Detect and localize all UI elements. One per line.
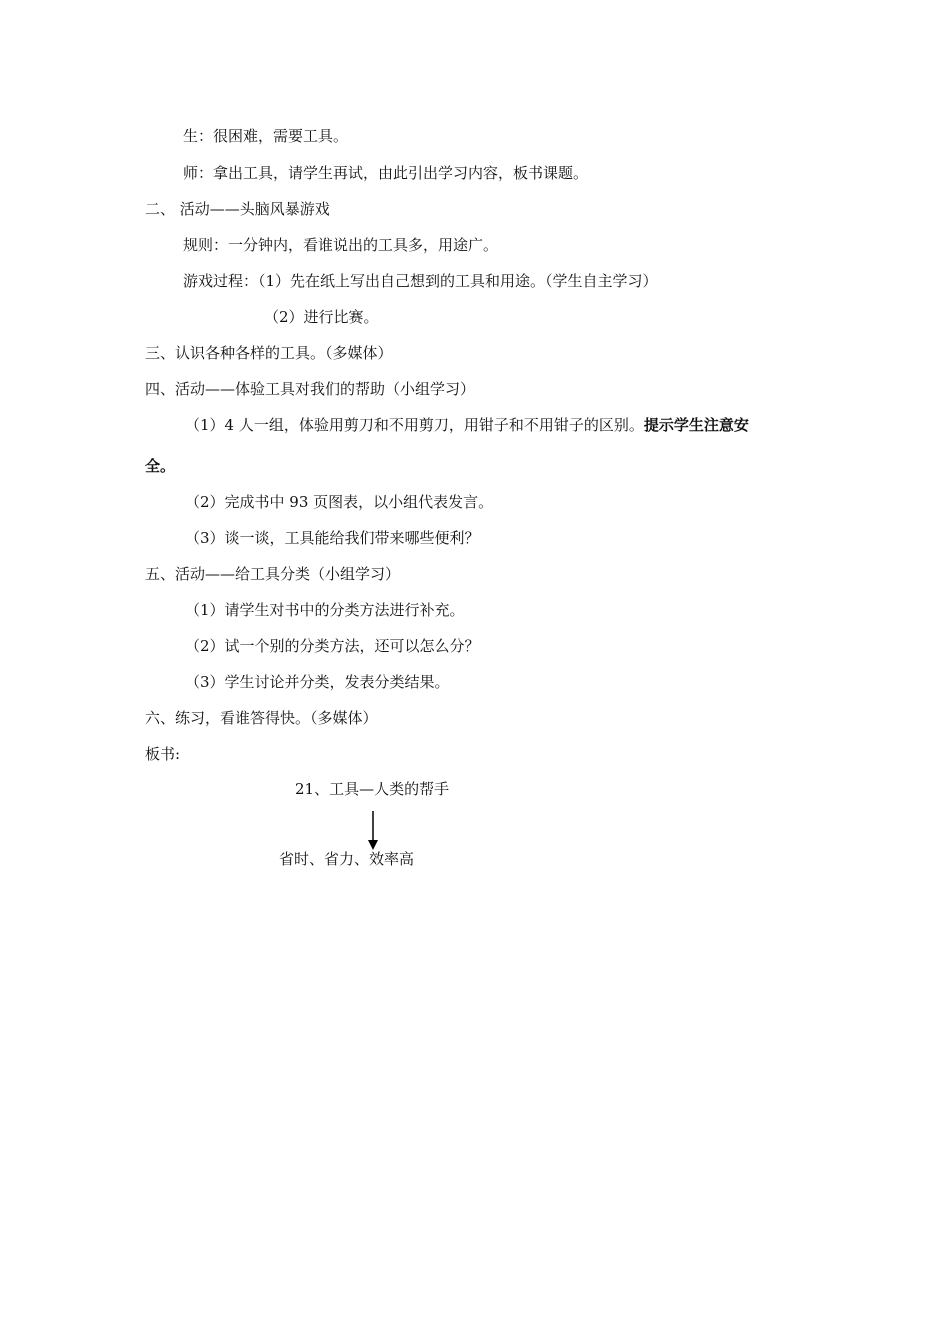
section-4-heading: 四、活动——体验工具对我们的帮助（小组学习） — [145, 380, 476, 398]
classify-step-3: （3）学生讨论并分类，发表分类结果。 — [185, 673, 450, 691]
game-step-2: （2）进行比赛。 — [264, 308, 379, 326]
rules-line: 规则：一分钟内，看谁说出的工具多，用途广。 — [183, 236, 499, 254]
section-2-heading: 二、 活动——头脑风暴游戏 — [145, 200, 330, 218]
board-title: 21、工具—人类的帮手 — [295, 780, 450, 798]
activity-step-2: （2）完成书中 93 页图表，以小组代表发言。 — [185, 493, 494, 511]
section-6-heading: 六、练习，看谁答得快。（多媒体） — [145, 709, 378, 727]
section-3-heading: 三、认识各种各样的工具。（多媒体） — [145, 344, 393, 362]
teacher-line: 师：拿出工具，请学生再试，由此引出学习内容，板书课题。 — [183, 164, 589, 182]
board-result: 省时、省力、效率高 — [279, 850, 415, 868]
game-process-line: 游戏过程：（1）先在纸上写出自己想到的工具和用途。（学生自主学习） — [183, 272, 658, 290]
down-arrow-icon — [366, 811, 380, 851]
classify-step-1: （1）请学生对书中的分类方法进行补充。 — [185, 601, 465, 619]
classify-step-2: （2）试一个别的分类方法，还可以怎么分？ — [185, 637, 480, 655]
student-line: 生：很困难，需要工具。 — [183, 127, 349, 145]
section-5-heading: 五、活动——给工具分类（小组学习） — [145, 565, 401, 583]
activity-step-1-text: （1）4 人一组，体验用剪刀和不用剪刀，用钳子和不用钳子的区别。 — [185, 416, 644, 434]
board-label: 板书: — [145, 745, 181, 763]
activity-step-1 — [185, 415, 749, 435]
activity-step-3: （3）谈一谈，工具能给我们带来哪些便利？ — [185, 529, 480, 547]
safety-note: 提示学生注意安 — [643, 416, 749, 434]
safety-note-continued: 全。 — [145, 457, 176, 475]
